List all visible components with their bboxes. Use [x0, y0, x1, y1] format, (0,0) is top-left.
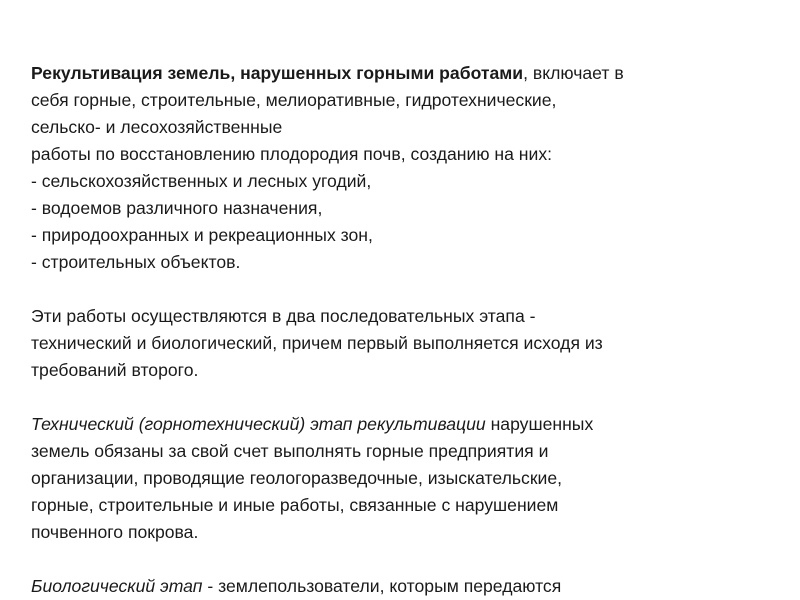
p3-term-italic: Технический (горнотехнический) этап рекультивации — [31, 414, 486, 434]
p4-line-1 — [31, 573, 791, 600]
p2-line-3: требований второго. — [31, 360, 199, 380]
paragraph-gap — [31, 546, 791, 573]
p3-line-2: земель обязаны за свой счет выполнять горные предприятия и — [31, 441, 549, 461]
p1-line-1-rest: , включает в — [523, 63, 624, 83]
p3-line-1 — [31, 411, 791, 438]
p3-line-4: горные, строительные и иные работы, связанные с нарушением — [31, 495, 559, 515]
paragraph-gap — [31, 384, 791, 411]
p2-line-1: Эти работы осуществляются в два последовательных этапа - — [31, 306, 536, 326]
p1-line-2: себя горные, строительные, мелиоративные, гидротехнические, — [31, 90, 557, 110]
p3-line-5: почвенного покрова. — [31, 522, 199, 542]
list-item: - сельскохозяйственных и лесных угодий, — [31, 171, 372, 191]
p1-line-1 — [31, 60, 791, 87]
list-item: - водоемов различного назначения, — [31, 198, 323, 218]
list-item: - природоохранных и рекреационных зон, — [31, 225, 373, 245]
p1-line-3: сельско- и лесохозяйственные — [31, 117, 283, 137]
p2-line-2: технический и биологический, причем первый выполняется исходя из — [31, 333, 603, 353]
paragraph-gap — [31, 276, 791, 303]
p1-heading-bold: Рекультивация земель, нарушенных горными работами — [31, 63, 524, 83]
p4-line-1-rest: - землепользователи, которым передаются — [202, 576, 562, 596]
p1-line-4: работы по восстановлению плодородия почв, созданию на них: — [31, 144, 553, 164]
p4-term-italic: Биологический этап — [31, 576, 203, 596]
p3-line-1-rest: нарушенных — [485, 414, 594, 434]
list-item: - строительных объектов. — [31, 252, 241, 272]
p3-line-3: организации, проводящие геологоразведочные, изыскательские, — [31, 468, 563, 488]
slide-body-text — [31, 60, 791, 600]
